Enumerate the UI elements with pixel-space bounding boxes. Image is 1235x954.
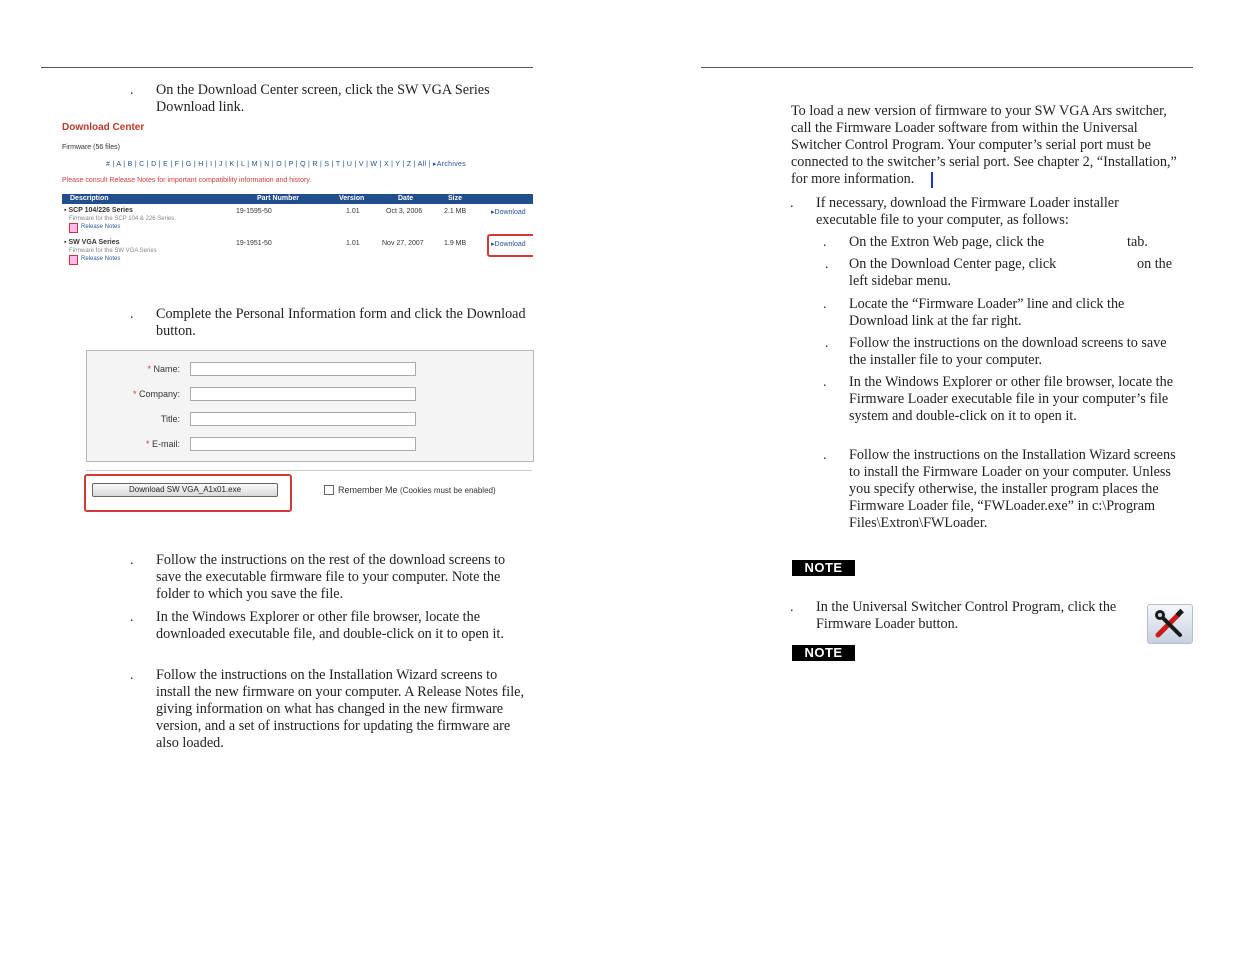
substep-text-trailing: on the	[1137, 256, 1173, 272]
step-text: Follow the instructions on the rest of the download screens to save the executable firmware file to your computer. Note the folder to which you save the file.	[156, 552, 506, 602]
step-marker: .	[130, 307, 134, 322]
row-date: Nov 27, 2007	[382, 240, 424, 247]
step-marker: .	[790, 600, 794, 615]
substep-text: Follow the instructions on the Installation Wizard screens to install the Firmware Loader on your computer. Unless you specify otherwise, the installer program places the Firmware Loader file, “FWLoader.exe” in c:\Program Files\Extron\FWLoader.	[849, 447, 1176, 531]
col-size: Size	[448, 195, 463, 202]
email-field[interactable]	[190, 437, 416, 451]
substep-text-tail: left sidebar menu.	[849, 273, 952, 289]
name-label: * Name:	[147, 364, 180, 374]
title-field[interactable]	[190, 412, 416, 426]
remember-me-label: Remember Me (Cookies must be enabled)	[338, 485, 496, 495]
download-center-screenshot	[60, 120, 533, 270]
release-notes-link[interactable]: Release Notes	[81, 256, 121, 262]
download-link[interactable]: ▸Download	[491, 209, 526, 216]
substep-marker: .	[825, 257, 829, 272]
row-subtitle: Firmware for the SCP 104 & 226 Series.	[69, 216, 176, 222]
step-marker: .	[130, 83, 134, 98]
row-name: ▪ SW VGA Series	[64, 239, 120, 246]
wrench-screwdriver-icon	[1148, 605, 1192, 643]
substep-text: Locate the “Firmware Loader” line and click the Download link at the far right.	[849, 296, 1125, 329]
table-header	[62, 194, 533, 204]
download-button[interactable]: Download SW VGA_A1x01.exe	[92, 483, 278, 497]
note-badge: NOTE	[792, 560, 855, 576]
personal-info-form-screenshot	[84, 348, 534, 512]
row-subtitle: Firmware for the SW VGA Series	[69, 248, 157, 254]
substep-text: Follow the instructions on the download screens to save the installer file to your computer.	[849, 335, 1167, 368]
row-part: 19-1595-50	[236, 208, 272, 215]
pdf-icon	[69, 255, 78, 265]
right-header-rule	[701, 67, 1193, 68]
row-date: Oct 3, 2006	[386, 208, 423, 215]
row-part: 19-1951-50	[236, 240, 272, 247]
col-part-number: Part Number	[257, 195, 300, 202]
step-marker: .	[130, 610, 134, 625]
substep-text: In the Windows Explorer or other file browser, locate the Firmware Loader executable file in your computer’s file system and double-click on it to open it.	[849, 374, 1174, 424]
remember-me-checkbox[interactable]	[324, 485, 334, 495]
release-notes-link[interactable]: Release Notes	[81, 224, 121, 230]
step-text: Complete the Personal Information form and click the Download button.	[156, 306, 526, 339]
step-text: In the Windows Explorer or other file browser, locate the downloaded executable file, and double-click on it to open it.	[156, 609, 504, 642]
text-cursor	[931, 172, 933, 188]
step-text: In the Universal Switcher Control Program, click the Firmware Loader button.	[816, 599, 1117, 632]
step-text: Follow the instructions on the Installation Wizard screens to install the new firmware on your computer. A Release Notes file, giving information on what has changed in the new firmware version, and a set of instructions for updating the firmware are also loaded.	[156, 667, 524, 751]
row-version: 1.01	[346, 240, 360, 247]
name-field[interactable]	[190, 362, 416, 376]
substep-marker: .	[823, 297, 827, 312]
substep-marker: .	[823, 375, 827, 390]
company-label: * Company:	[132, 389, 180, 399]
company-field[interactable]	[190, 387, 416, 401]
note-badge: NOTE	[792, 645, 855, 661]
firmware-loader-tool-icon	[1147, 604, 1193, 644]
substep-marker: .	[825, 336, 829, 351]
row-size: 1.9 MB	[444, 240, 467, 247]
col-date: Date	[398, 195, 414, 202]
step-text: On the Download Center screen, click the SW VGA Series Download link.	[156, 82, 490, 115]
step-marker: .	[130, 553, 134, 568]
row-version: 1.01	[346, 208, 360, 215]
intro-paragraph: To load a new version of firmware to your SW VGA Ars switcher, call the Firmware Loader software from within the Universal Switcher Control Program. Your computer’s serial port must be connected to the switcher’s serial port. See chapter 2, “Installation,” for more information.	[791, 103, 1177, 187]
compatibility-warning: Please consult Release Notes for important compatibility information and history.	[62, 177, 312, 184]
pdf-icon	[69, 223, 78, 233]
substep-text: On the Download Center page, click	[849, 256, 1057, 272]
sw-vga-download-link[interactable]: ▸Download	[491, 241, 526, 248]
title-label: Title:	[160, 414, 180, 424]
step-marker: .	[130, 668, 134, 683]
download-center-title: Download Center	[62, 122, 145, 133]
highlight-box	[487, 234, 533, 257]
step-text: If necessary, download the Firmware Loader installer executable file to your computer, as follows:	[816, 195, 1119, 228]
alphabet-filter[interactable]: # | A | B | C | D | E | F | G | H | I | J | K | L | M | N | O | P | Q | R | S | T | U | V | W | X | Y | Z | All | ▸Archives	[106, 161, 466, 168]
step-marker: .	[790, 196, 794, 211]
email-label: * E-mail:	[145, 439, 180, 449]
firmware-count: Firmware (56 files)	[62, 144, 120, 151]
col-description: Description	[70, 195, 109, 202]
substep-text-trailing: tab.	[1127, 234, 1148, 250]
col-version: Version	[339, 195, 365, 202]
substep-text: On the Extron Web page, click the	[849, 234, 1045, 250]
substep-marker: .	[823, 448, 827, 463]
substep-marker: .	[823, 235, 827, 250]
row-name: ▪ SCP 104/226 Series	[64, 207, 133, 214]
left-header-rule	[41, 67, 533, 68]
row-size: 2.1 MB	[444, 208, 467, 215]
